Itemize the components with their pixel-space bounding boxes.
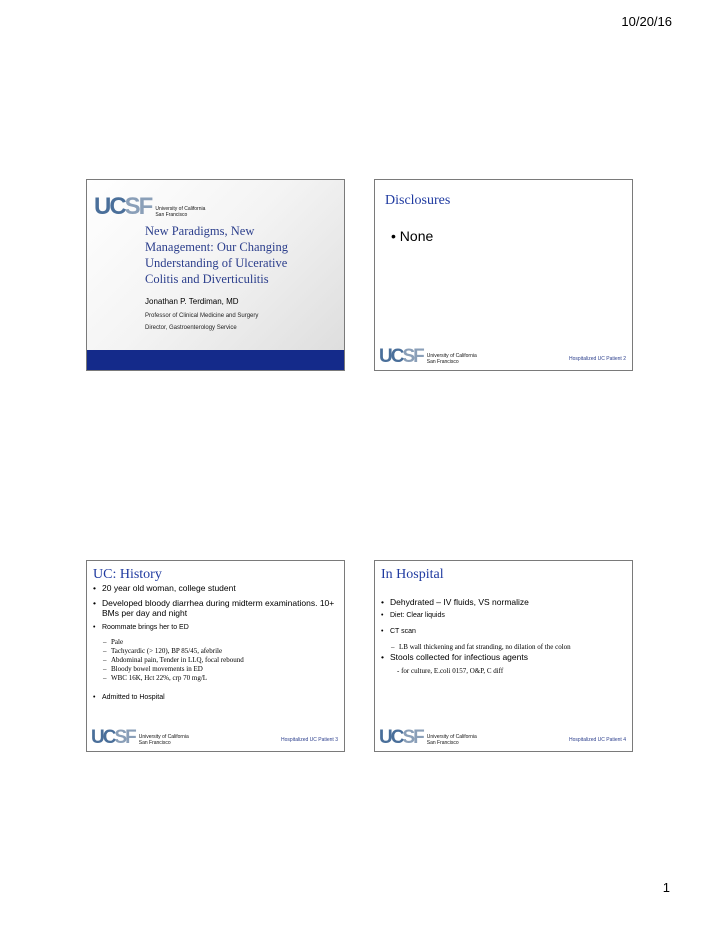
slide-uc-history <box>86 560 345 752</box>
ucsf-logo-text: University of California San Francisco <box>426 353 477 365</box>
slide-disclosures <box>374 179 633 371</box>
list-item: • Developed bloody diarrhea during midterm examinations. 10+ BMs per day and night <box>93 598 338 618</box>
presenter-name: Jonathan P. Terdiman, MD <box>145 297 239 306</box>
ucsf-logo <box>94 195 205 219</box>
title-footer-bar <box>87 350 344 370</box>
slide-heading: In Hospital <box>381 567 444 582</box>
ucsf-logo-text: University of California San Francisco <box>426 734 477 746</box>
list-item: • Stools collected for infectious agents <box>381 652 626 662</box>
disclosure-bullet: • None <box>391 228 434 244</box>
list-subitem: – WBC 16K, Hct 22%, crp 70 mg/L <box>93 674 338 683</box>
ucsf-logo-mark: UCSF <box>379 346 423 367</box>
list-subitem: – Abdominal pain, Tender in LLQ, focal rebound <box>93 656 338 665</box>
list-item: • Roommate brings her to ED <box>93 623 338 633</box>
ucsf-logo-mark: UCSF <box>94 193 152 220</box>
presenter-role-2: Director, Gastroenterology Service <box>145 325 237 331</box>
page-number: 1 <box>662 880 670 895</box>
slide-title-page <box>86 179 345 371</box>
list-subitem: – Bloody bowel movements in ED <box>93 665 338 674</box>
ucsf-logo <box>379 347 477 366</box>
list-item: • Diet: Clear liquids <box>381 611 626 621</box>
list-item: • 20 year old woman, college student <box>93 583 338 593</box>
slide-heading: UC: History <box>93 567 162 582</box>
list-item: • Dehydrated – IV fluids, VS normalize <box>381 597 626 607</box>
slide-footer: Hospitalized UC Patient 3 <box>281 737 338 743</box>
slide-heading: Disclosures <box>385 193 451 208</box>
header-date: 10/20/16 <box>621 14 672 29</box>
list-item: • Admitted to Hospital <box>93 693 338 703</box>
list-item: • CT scan <box>381 627 626 637</box>
slide-in-hospital <box>374 560 633 752</box>
slide-footer: Hospitalized UC Patient 2 <box>569 356 626 362</box>
list-subitem: – Pale <box>93 638 338 647</box>
ucsf-logo-text: University of California San Francisco <box>155 206 206 218</box>
list-subitem: – LB wall thickening and fat stranding, no dilation of the colon <box>381 643 626 652</box>
ucsf-logo <box>379 728 477 747</box>
list-subitem: – Tachycardic (> 120), BP 85/45, afebrile <box>93 647 338 656</box>
ucsf-logo-mark: UCSF <box>379 727 423 748</box>
hospital-list <box>381 597 626 676</box>
history-list <box>93 583 338 703</box>
list-subitem: - for culture, E.coli 0157, O&P, C diff <box>397 667 504 675</box>
presenter-role-1: Professor of Clinical Medicine and Surgery <box>145 313 259 319</box>
slide-footer: Hospitalized UC Patient 4 <box>569 737 626 743</box>
ucsf-logo-mark: UCSF <box>91 727 135 748</box>
presentation-title: New Paradigms, New Management: Our Changing Understanding of Ulcerative Colitis and Diverticulitis <box>145 224 289 286</box>
ucsf-logo-text: University of California San Francisco <box>138 734 189 746</box>
ucsf-logo <box>91 728 189 747</box>
